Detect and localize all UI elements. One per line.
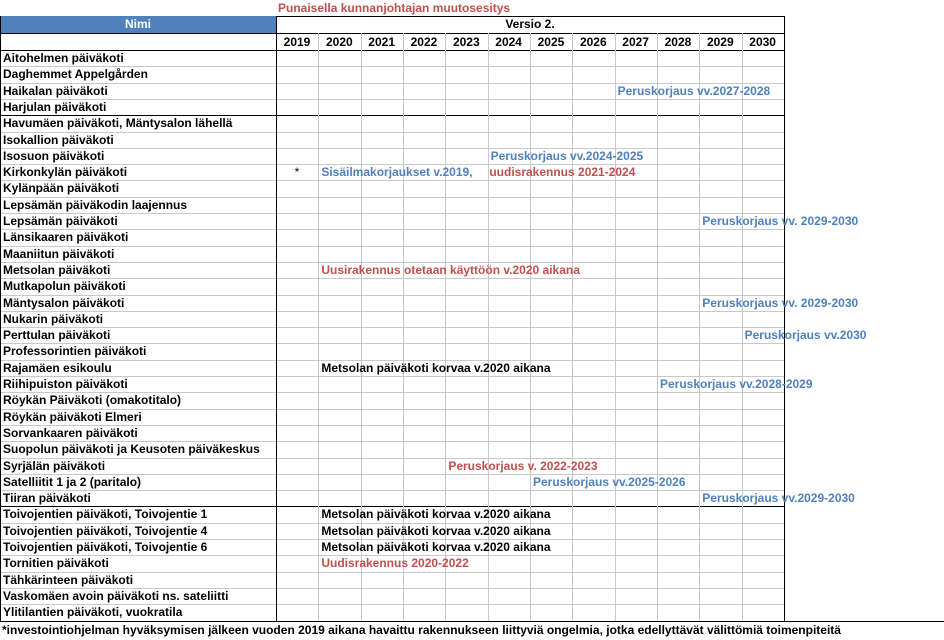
footnote: *investointiohjelman hyväksymisen jälkeen vuoden 2019 aikana havaittu rakennukseen liittyviä ongelmia, jotka edellyttävät välittömiä toimenpiteitä xyxy=(2,623,841,637)
row-name[interactable]: Metsolan päiväkoti xyxy=(3,262,111,277)
schedule-note[interactable]: uudisrakennus 2021-2024 xyxy=(489,165,636,180)
schedule-note[interactable]: Peruskorjaus vv.2029-2030 xyxy=(702,491,855,506)
schedule-note[interactable]: Uudisrakennus 2020-2022 xyxy=(321,556,469,571)
grid-line xyxy=(699,33,700,621)
row-name[interactable]: Riihipuiston päiväkoti xyxy=(3,377,128,391)
year-header-2020[interactable]: 2020 xyxy=(325,35,353,49)
row-name[interactable]: Perttulan päiväkoti xyxy=(3,328,111,343)
row-name[interactable]: Harjulan päiväkoti xyxy=(3,99,107,114)
version-header[interactable]: Versio 2. xyxy=(505,17,555,31)
year-header-2026[interactable]: 2026 xyxy=(579,35,607,49)
grid-line xyxy=(784,16,785,621)
row-name[interactable]: Lepsämän päiväkoti xyxy=(3,214,118,228)
schedule-note[interactable]: Sisäilmakorjaukset v.2019, xyxy=(321,165,473,180)
row-name[interactable]: Havumäen päiväkoti, Mäntysalon lähellä xyxy=(3,116,233,131)
grid-line xyxy=(615,33,616,621)
year-header-2023[interactable]: 2023 xyxy=(452,35,480,49)
schedule-note[interactable]: Peruskorjaus vv.2030 xyxy=(744,328,867,343)
year-header-2027[interactable]: 2027 xyxy=(622,35,649,49)
grid-line xyxy=(572,33,573,621)
year-header-2025[interactable]: 2025 xyxy=(537,35,565,49)
row-name[interactable]: Kirkonkylän päiväkoti xyxy=(3,165,128,180)
row-name[interactable]: Maaniitun päiväkoti xyxy=(3,246,115,261)
schedule-note[interactable]: Peruskorjaus vv. 2029-2030 xyxy=(702,214,859,228)
grid-line xyxy=(0,311,784,312)
schedule-note[interactable]: Peruskorjaus vv.2025-2026 xyxy=(532,474,686,489)
year-header-2028[interactable]: 2028 xyxy=(664,35,692,49)
name-column-header[interactable]: Nimi xyxy=(0,16,276,33)
row-name[interactable]: Röykän Päiväkoti (omakotitalo) xyxy=(3,393,182,408)
row-name[interactable]: Aitohelmen päiväkoti xyxy=(3,51,124,65)
row-name[interactable]: Ylitilantien päiväkoti, vuokratila xyxy=(3,605,183,620)
row-name[interactable]: Tähkärinteen päiväkoti xyxy=(3,572,134,587)
row-name[interactable]: Toivojentien päiväkoti, Toivojentie 6 xyxy=(3,540,208,554)
schedule-note[interactable]: Peruskorjaus v. 2022-2023 xyxy=(448,458,598,473)
row-name[interactable]: Satelliitit 1 ja 2 (paritalo) xyxy=(3,474,142,489)
grid-line xyxy=(276,16,784,17)
row-name[interactable]: Daghemmet Appelgården xyxy=(3,67,148,82)
row-name[interactable]: Haikalan päiväkoti xyxy=(3,83,108,98)
grid-line xyxy=(0,490,784,491)
row-name[interactable]: Tornitien päiväkoti xyxy=(3,556,109,571)
year-header-2021[interactable]: 2021 xyxy=(368,35,395,49)
row-name[interactable]: Suopolun päiväkoti ja Keusoten päiväkeskus xyxy=(3,442,260,457)
row-name[interactable]: Tiiran päiväkoti xyxy=(3,491,91,506)
year-header-2029[interactable]: 2029 xyxy=(706,35,734,49)
year-header-2019[interactable]: 2019 xyxy=(283,35,311,49)
footnote-marker: * xyxy=(294,165,300,180)
schedule-note[interactable]: Peruskorjaus vv.2028-2029 xyxy=(659,377,813,391)
row-name[interactable]: Lepsämän päiväkodin laajennus xyxy=(3,197,188,212)
grid-line xyxy=(657,33,658,621)
schedule-note[interactable]: Metsolan päiväkoti korvaa v.2020 aikana xyxy=(321,523,551,538)
row-name[interactable]: Mäntysalon päiväkoti xyxy=(3,295,125,310)
row-name[interactable]: Röykän päiväkoti Elmeri xyxy=(3,409,142,424)
schedule-note[interactable]: Peruskorjaus vv.2027-2028 xyxy=(617,83,771,98)
grid-line xyxy=(0,246,784,247)
row-name[interactable]: Nukarin päiväkoti xyxy=(3,311,104,326)
schedule-note[interactable]: Peruskorjaus vv. 2029-2030 xyxy=(702,295,859,310)
grid-line xyxy=(276,16,277,621)
grid-line xyxy=(0,33,784,34)
row-name[interactable]: Toivojentien päiväkoti, Toivojentie 1 xyxy=(3,507,208,522)
schedule-note[interactable]: Metsolan päiväkoti korvaa v.2020 aikana xyxy=(321,540,551,554)
grid-line xyxy=(0,621,944,622)
row-name[interactable]: Kylänpään päiväkoti xyxy=(3,181,120,196)
grid-line xyxy=(0,148,784,149)
grid-line xyxy=(742,33,743,621)
row-name[interactable]: Syrjälän päiväkoti xyxy=(3,458,106,473)
row-name[interactable]: Toivojentien päiväkoti, Toivojentie 4 xyxy=(3,523,208,538)
schedule-note[interactable]: Metsolan päiväkoti korvaa v.2020 aikana xyxy=(321,507,551,522)
row-name[interactable]: Rajamäen esikoulu xyxy=(3,360,112,375)
row-name[interactable]: Länsikaaren päiväkoti xyxy=(3,230,129,245)
schedule-note[interactable]: Uusirakennus otetaan käyttöön v.2020 aikana xyxy=(321,262,580,277)
row-name[interactable]: Isokallion päiväkoti xyxy=(3,132,114,147)
grid-line xyxy=(0,458,784,459)
year-header-2022[interactable]: 2022 xyxy=(410,35,438,49)
row-name[interactable]: Isosuon päiväkoti xyxy=(3,148,105,163)
year-header-2024[interactable]: 2024 xyxy=(495,35,522,49)
row-name[interactable]: Mutkapolun päiväkoti xyxy=(3,279,126,294)
row-name[interactable]: Sorvankaaren päiväkoti xyxy=(3,425,138,440)
grid-line xyxy=(0,327,784,328)
schedule-note[interactable]: Metsolan päiväkoti korvaa v.2020 aikana xyxy=(321,360,551,375)
row-name[interactable]: Vaskomäen avoin päiväkoti ns. sateliitti xyxy=(3,588,229,603)
grid-line xyxy=(0,16,1,621)
row-name[interactable]: Professorintien päiväkoti xyxy=(3,344,147,359)
grid-line xyxy=(0,132,784,133)
grid-line xyxy=(318,33,319,621)
grid-line xyxy=(0,99,784,100)
year-header-2030[interactable]: 2030 xyxy=(749,35,776,49)
top-note: Punaisella kunnanjohtajan muutosesitys xyxy=(278,1,511,15)
schedule-note[interactable]: Peruskorjaus vv.2024-2025 xyxy=(490,148,644,163)
